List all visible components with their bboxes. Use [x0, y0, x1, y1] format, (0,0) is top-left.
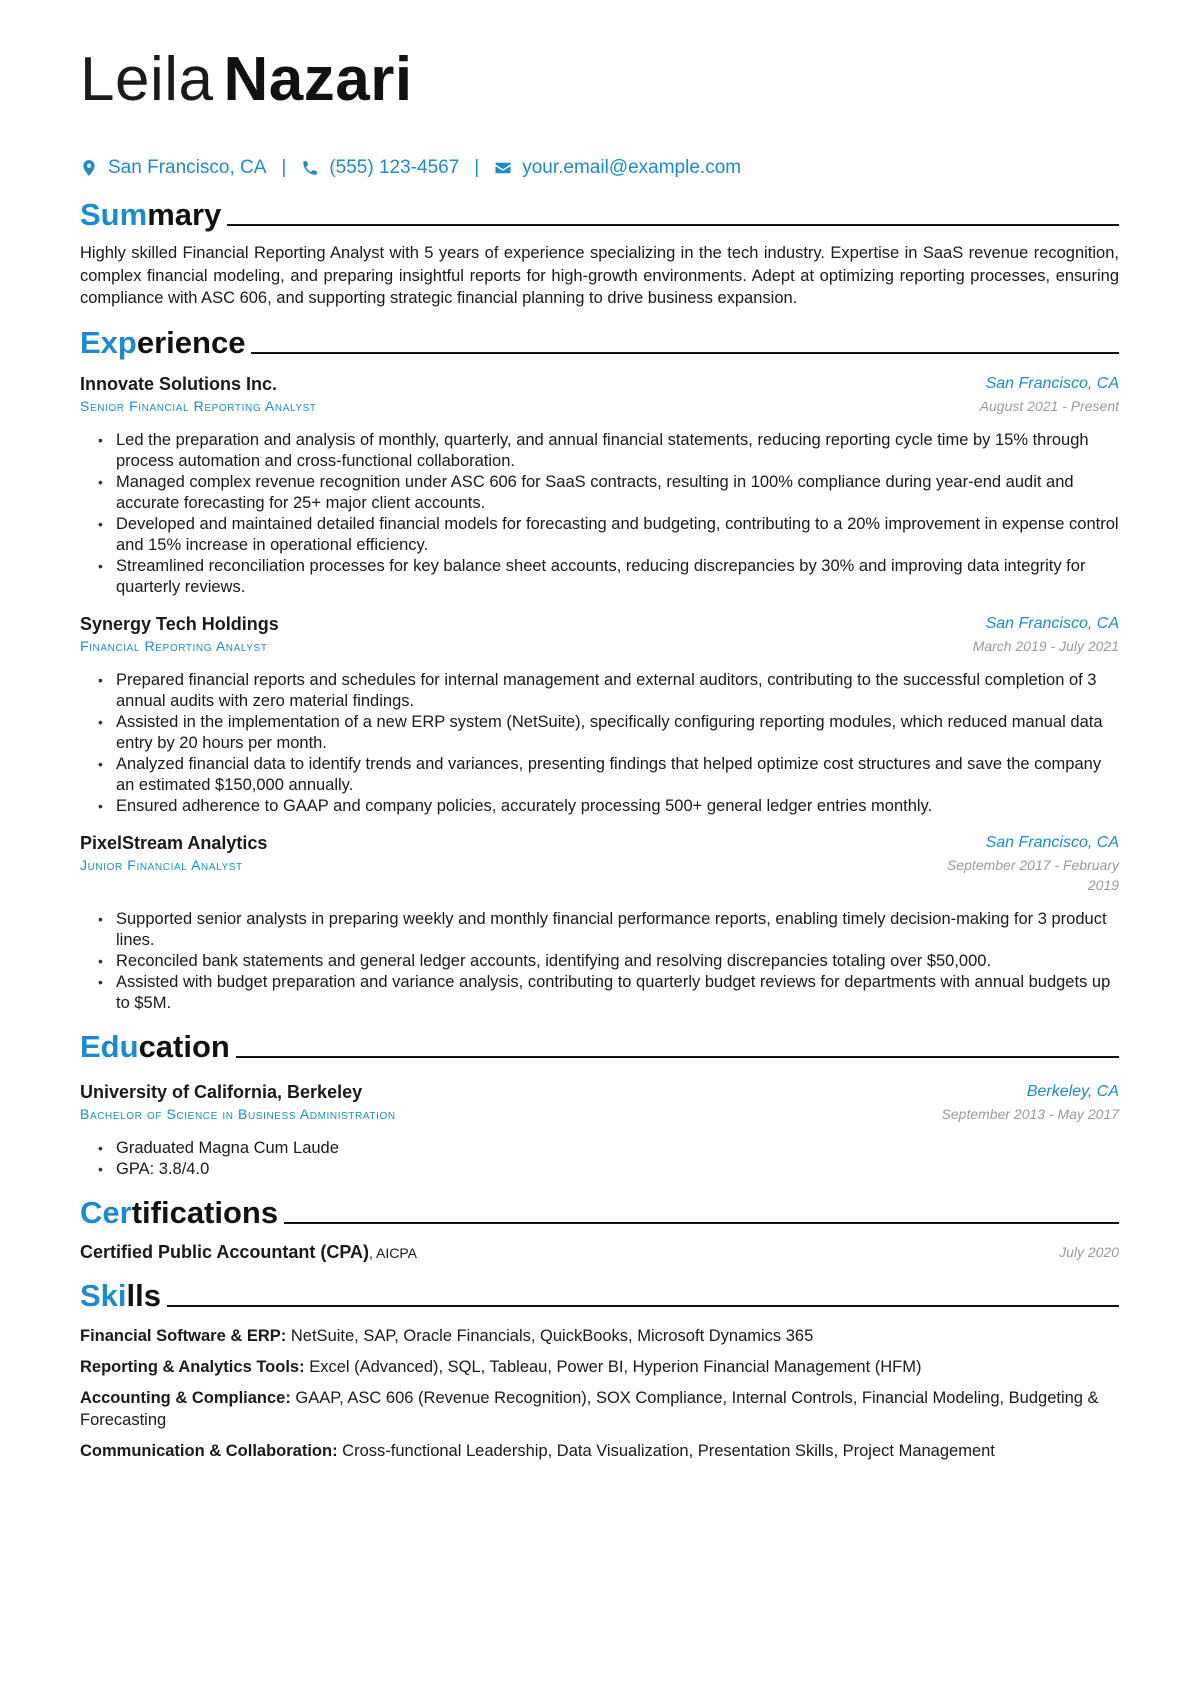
job-dates: September 2017 - February 2019 — [947, 856, 1119, 893]
skill-values: GAAP, ASC 606 (Revenue Recognition), SOX Compliance, Internal Controls, Financial Modeling, Budgeting & Forecasting — [80, 1388, 1099, 1429]
certifications-section — [80, 1186, 1119, 1263]
experience-entry — [80, 372, 1119, 598]
phone-text: (555) 123-4567 — [329, 157, 460, 178]
bullet-item: • Led the preparation and analysis of monthly, quarterly, and annual financial statements, reducing reporting cycle time by 15% through process automation and cross-functional collaboration. — [116, 430, 1119, 472]
skill-values: Excel (Advanced), SQL, Tableau, Power BI, Hyperion Financial Management (HFM) — [304, 1357, 922, 1376]
summary-text: Highly skilled Financial Reporting Analyst with 5 years of experience specializing in the tech industry. Expertise in SaaS revenue recognition, complex financial modeling, and preparing insightful reports for high-growth environments. Adept at optimizing reporting processes, ensuring compliance with ASC 606, and supporting strategic financial planning to drive business expansion. — [80, 244, 1119, 307]
skill-values: NetSuite, SAP, Oracle Financials, QuickBooks, Microsoft Dynamics 365 — [286, 1326, 814, 1345]
section-divider — [236, 1056, 1119, 1058]
skills-section — [80, 1269, 1119, 1462]
certification-entry — [80, 1242, 1119, 1263]
degree-title: Bachelor of Science in Business Administration — [80, 1105, 396, 1122]
section-title: Summary — [80, 197, 222, 232]
section-header — [80, 1186, 1119, 1232]
contact-location — [80, 157, 266, 179]
skill-row — [80, 1387, 1119, 1431]
bullet-item: • Graduated Magna Cum Laude — [116, 1138, 1119, 1159]
location-pin-icon — [80, 159, 98, 177]
experience-entry — [80, 831, 1119, 1014]
experience-section — [80, 316, 1119, 1014]
certification-issuer: , AICPA — [369, 1244, 417, 1261]
section-header — [80, 188, 1119, 234]
phone-icon — [301, 159, 319, 177]
skill-category: Reporting & Analytics Tools: — [80, 1357, 305, 1376]
school-name: University of California, Berkeley — [80, 1081, 363, 1102]
contact-line — [80, 154, 1119, 182]
bullet-item: • Assisted in the implementation of a new ERP system (NetSuite), specifically configuring reporting modules, which reduced manual data entry by 20 hours per month. — [116, 712, 1119, 754]
email-link[interactable]: your.email@example.com — [522, 157, 742, 178]
certification-name: Certified Public Accountant (CPA) — [80, 1241, 370, 1262]
section-header — [80, 1020, 1119, 1066]
bullet-item: • Analyzed financial data to identify trends and variances, presenting findings that helped optimize cost structures and save the company an estimated $150,000 annually. — [116, 754, 1119, 796]
bullet-item: • Managed complex revenue recognition under ASC 606 for SaaS contracts, resulting in 100% compliance during year-end audit and accurate forecasting for 25+ major client accounts. — [116, 472, 1119, 514]
envelope-icon — [494, 159, 512, 177]
first-name: Leila — [80, 45, 214, 114]
job-location: San Francisco, CA — [985, 374, 1119, 392]
experience-list — [80, 372, 1119, 1014]
section-title: Certifications — [80, 1194, 279, 1230]
summary-section — [80, 188, 1119, 310]
job-location: San Francisco, CA — [985, 614, 1119, 632]
contact-phone[interactable] — [301, 157, 459, 179]
skill-category: Financial Software & ERP: — [80, 1326, 287, 1345]
education-bullets — [80, 1138, 1119, 1180]
contact-separator: | — [474, 157, 480, 178]
job-dates: March 2019 - July 2021 — [972, 637, 1119, 654]
candidate-name — [80, 40, 1119, 120]
resume-page — [80, 40, 1119, 1462]
bullet-item: • Supported senior analysts in preparing weekly and monthly financial performance reports, enabling timely decision-making for 3 product lines. — [116, 909, 1119, 951]
company-name: Innovate Solutions Inc. — [80, 373, 278, 394]
bullet-item: • Ensured adherence to GAAP and company policies, accurately processing 500+ general ledger entries monthly. — [116, 796, 1119, 817]
education-section — [80, 1020, 1119, 1180]
certification-date: July 2020 — [1059, 1244, 1119, 1260]
school-location: Berkeley, CA — [1026, 1082, 1119, 1100]
bullet-item: • Streamlined reconciliation processes for key balance sheet accounts, reducing discrepancies by 30% and improving data integrity for quarterly reviews. — [116, 556, 1119, 598]
section-title: Skills — [80, 1277, 161, 1313]
bullet-item: • Reconciled bank statements and general ledger accounts, identifying and resolving discrepancies totaling over $50,000. — [116, 951, 1119, 972]
skills-list — [80, 1325, 1119, 1462]
job-bullets — [80, 670, 1119, 817]
skill-values: Cross-functional Leadership, Data Visualization, Presentation Skills, Project Management — [337, 1441, 995, 1460]
section-divider — [167, 1305, 1119, 1307]
job-title: Junior Financial Analyst — [80, 856, 243, 873]
job-title: Senior Financial Reporting Analyst — [80, 397, 317, 414]
section-divider — [251, 352, 1119, 354]
company-name: PixelStream Analytics — [80, 832, 268, 853]
section-divider — [284, 1222, 1119, 1224]
job-title: Financial Reporting Analyst — [80, 637, 268, 654]
education-entry — [80, 1080, 1119, 1180]
skill-row — [80, 1325, 1119, 1347]
experience-entry — [80, 612, 1119, 817]
job-bullets — [80, 909, 1119, 1014]
section-header — [80, 316, 1119, 362]
company-name: Synergy Tech Holdings — [80, 613, 279, 634]
location-text: San Francisco, CA — [108, 157, 267, 178]
bullet-item: • GPA: 3.8/4.0 — [116, 1159, 1119, 1180]
skill-category: Accounting & Compliance: — [80, 1388, 291, 1407]
bullet-item: • Prepared financial reports and schedules for internal management and external auditors, contributing to the successful completion of 3 annual audits with zero material findings. — [116, 670, 1119, 712]
last-name: Nazari — [223, 45, 413, 114]
section-title: Experience — [80, 324, 246, 360]
section-header — [80, 1269, 1119, 1315]
job-location: San Francisco, CA — [985, 833, 1119, 851]
bullet-item: • Developed and maintained detailed financial models for forecasting and budgeting, contributing to a 20% improvement in expense control and 15% increase in operational efficiency. — [116, 514, 1119, 556]
bullet-item: • Assisted with budget preparation and variance analysis, contributing to quarterly budget reviews for departments with annual budgets up to $5M. — [116, 972, 1119, 1014]
section-title: Education — [80, 1028, 230, 1064]
skill-category: Communication & Collaboration: — [80, 1441, 338, 1460]
job-bullets — [80, 430, 1119, 598]
job-dates: August 2021 - Present — [979, 397, 1119, 414]
skill-row — [80, 1356, 1119, 1378]
contact-separator: | — [281, 157, 287, 178]
contact-email[interactable] — [494, 157, 741, 179]
section-divider — [227, 224, 1119, 226]
skill-row — [80, 1440, 1119, 1462]
education-dates: September 2013 - May 2017 — [941, 1105, 1119, 1122]
